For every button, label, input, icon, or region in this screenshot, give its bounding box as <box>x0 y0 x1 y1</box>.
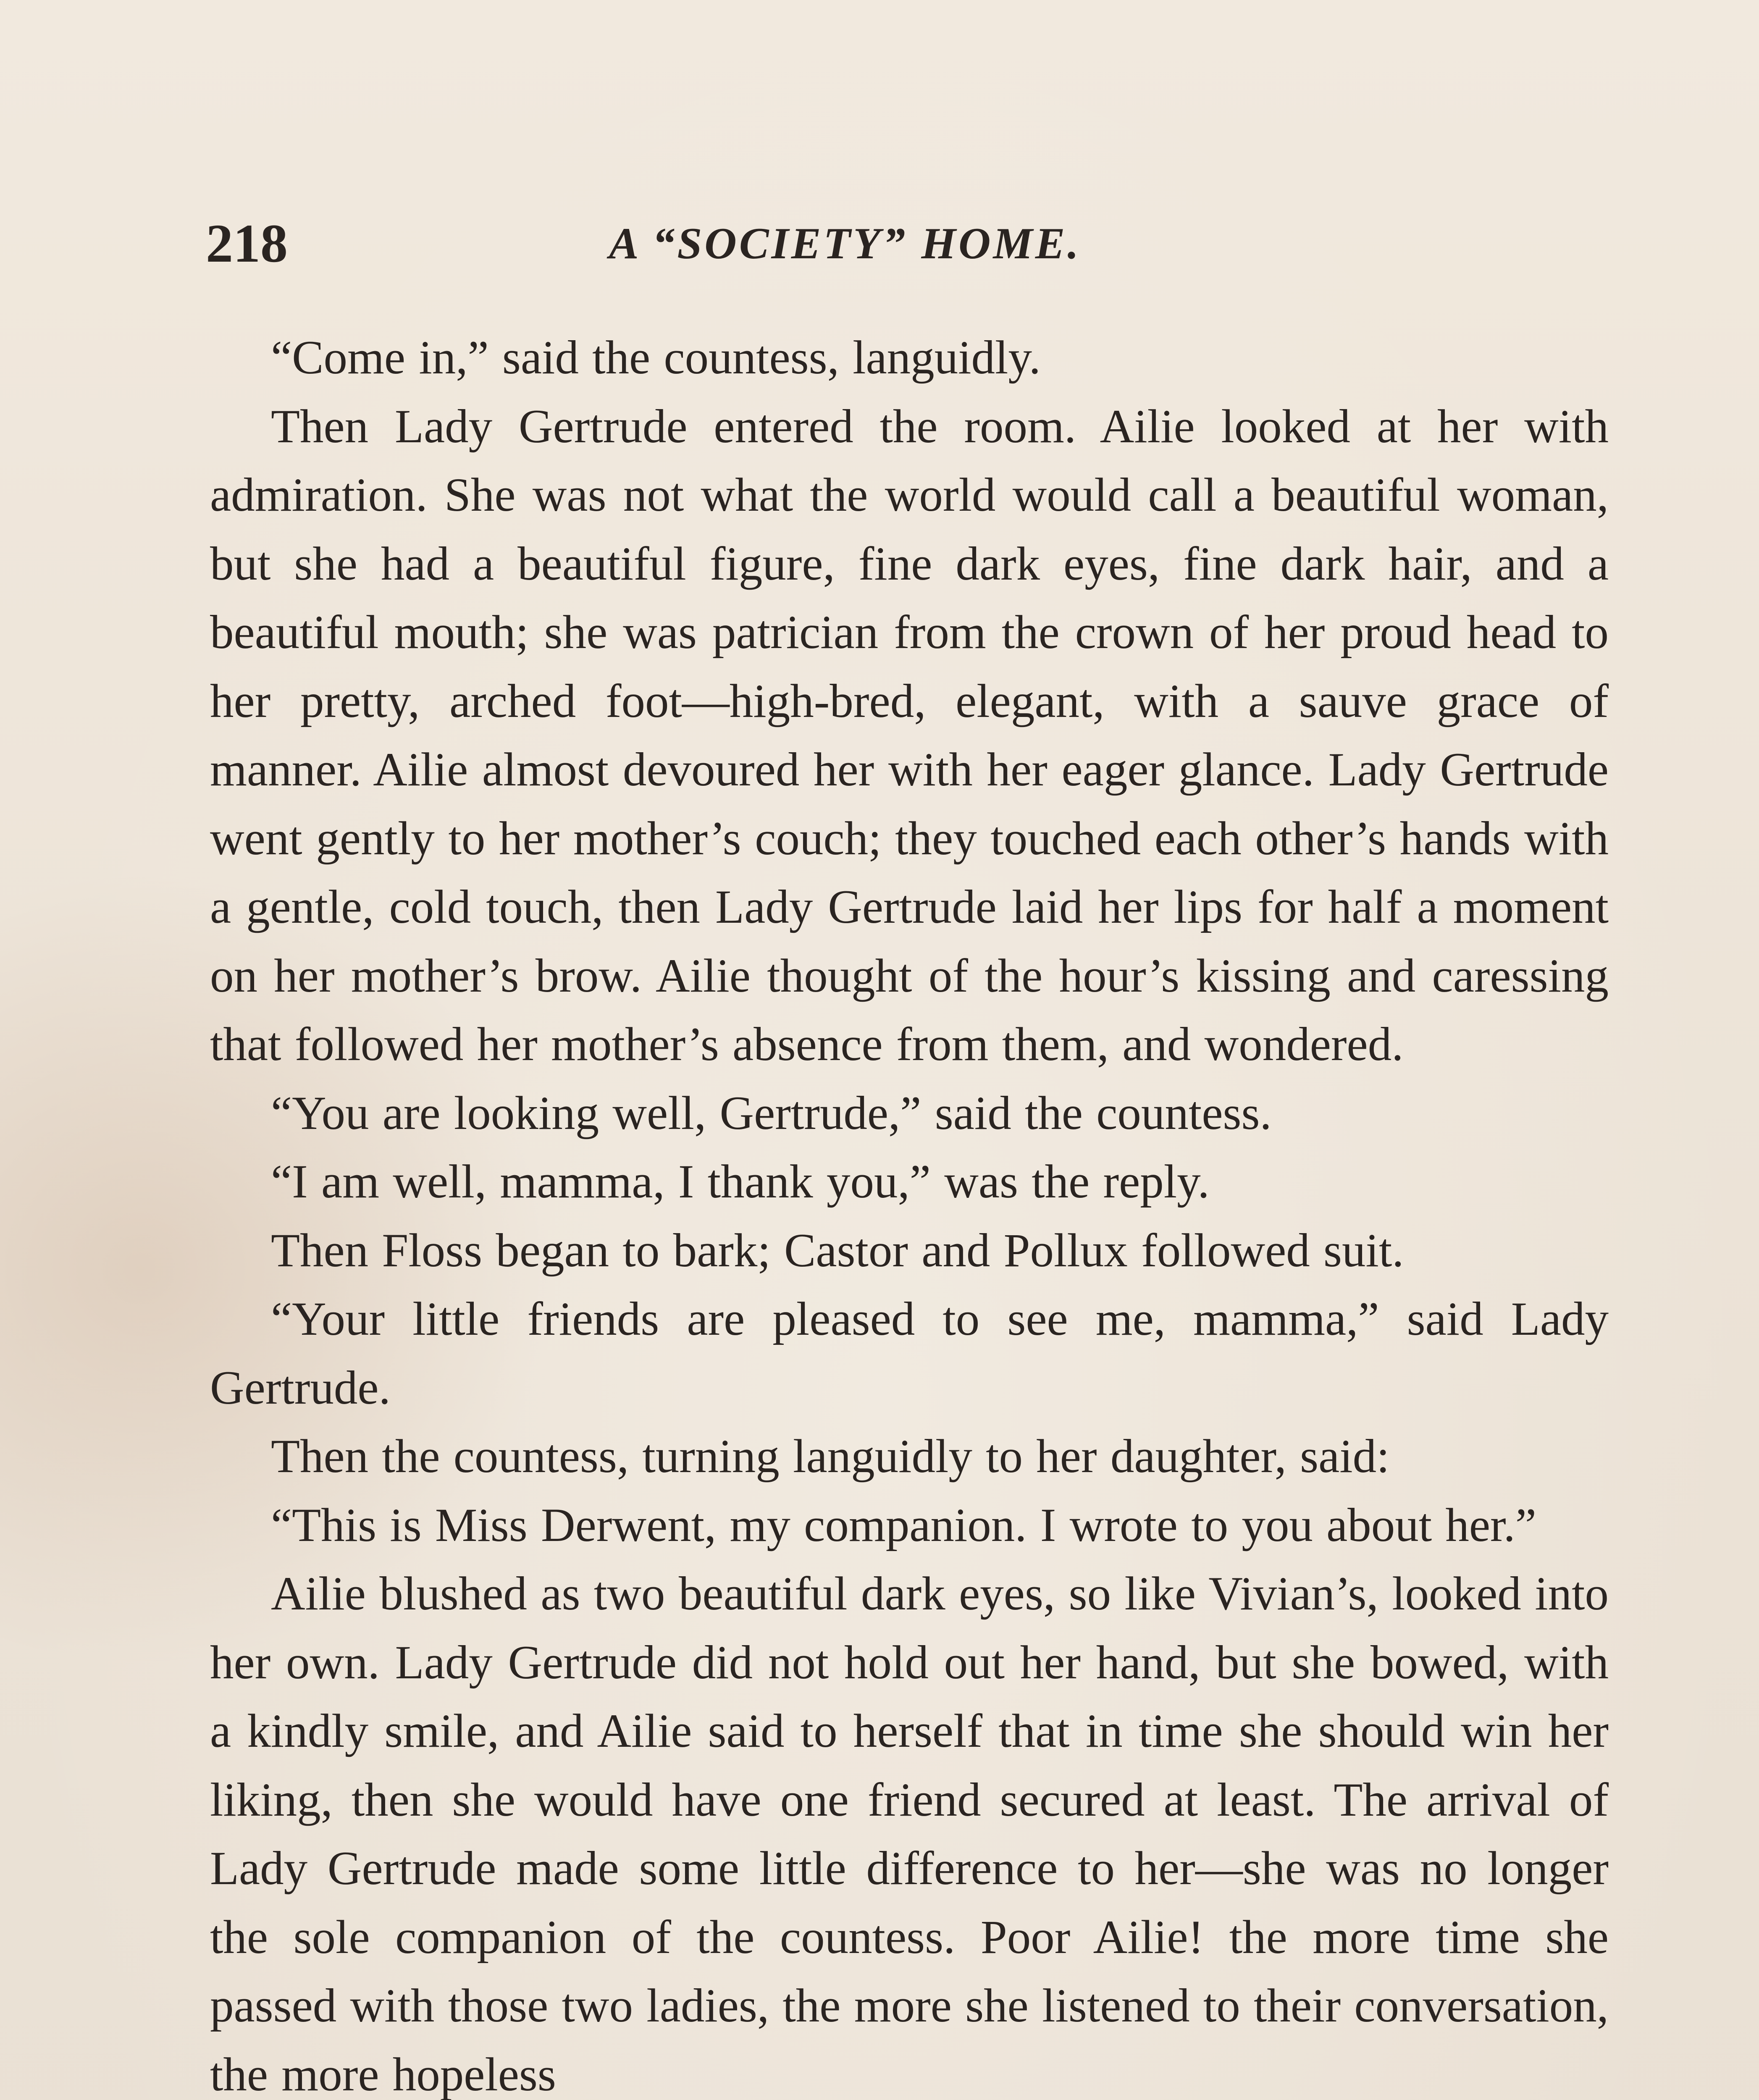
paragraph: “This is Miss Derwent, my companion. I wrote to you about her.” <box>271 1499 1536 1551</box>
paragraph: “You are looking well, Gertrude,” said the countess. <box>271 1087 1272 1139</box>
running-title: A “SOCIETY” HOME. <box>609 219 1081 268</box>
running-head <box>206 210 1592 277</box>
paragraph: Ailie blushed as two beautiful dark eyes, so like Vivian’s, looked into her own. Lady Gertrude did not hold out her hand, but she bowed, with a kindly smile, and Ailie said to herself that in time she should win her liking, then she would have one friend secured at least. The arrival of Lady Gertrude made some little difference to her—she was no longer the sole companion of the countess. Poor Ailie! the more time she passed with those two ladies, the more she listened to their conversation, the more hopeless <box>210 1567 1609 2100</box>
paragraph: Then the countess, turning languidly to her daughter, said: <box>271 1430 1390 1483</box>
paragraph: “I am well, mamma, I thank you,” was the reply. <box>271 1155 1210 1208</box>
paragraph: Then Floss began to bark; Castor and Pollux followed suit. <box>271 1224 1404 1277</box>
body-text <box>210 323 1609 2100</box>
paragraph: “Your little friends are pleased to see me, mamma,” said Lady Gertrude. <box>210 1293 1609 1414</box>
paragraph: Then Lady Gertrude entered the room. Ailie looked at her with admiration. She was not what the world would call a beautiful woman, but she had a beautiful figure, fine dark eyes, fine dark hair, and a beautiful mouth; she was patrician from the crown of her proud head to her pretty, arched foot—high-bred, elegant, with a sauve grace of manner. Ailie almost devoured her with her eager glance. Lady Gertrude went gently to her mother’s couch; they touched each other’s hands with a gentle, cold touch, then Lady Gertrude laid her lips for half a moment on her mother’s brow. Ailie thought of the hour’s kissing and caressing that followed her mother’s absence from them, and wondered. <box>210 400 1609 1071</box>
paragraph: “Come in,” said the countess, languidly. <box>271 331 1041 384</box>
page-number: 218 <box>206 213 288 274</box>
